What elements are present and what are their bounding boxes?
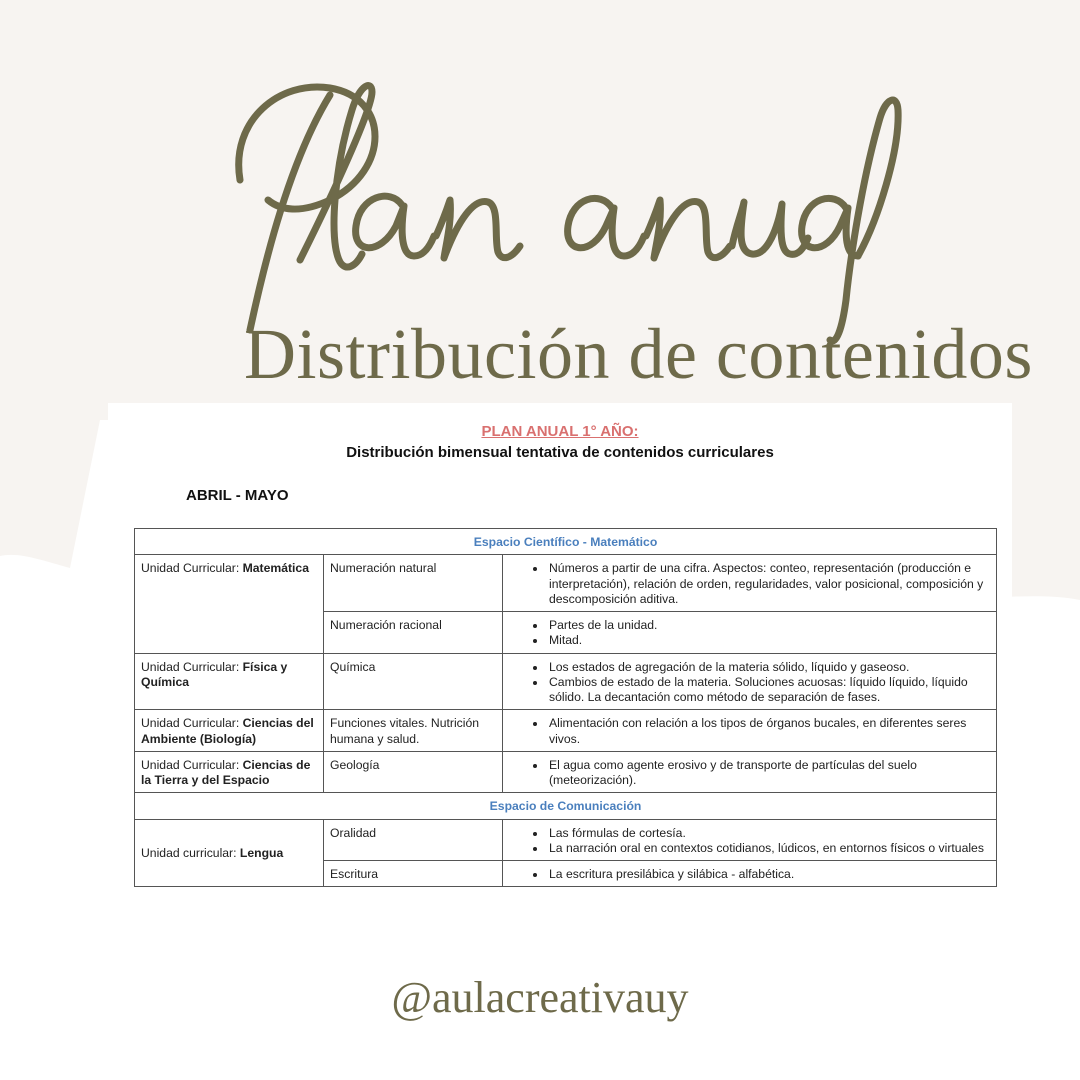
content-item: • Las fórmulas de cortesía. — [547, 826, 990, 841]
unit-prefix: Unidad Curricular: — [141, 659, 240, 674]
section-row — [135, 793, 997, 819]
content-cell — [503, 612, 997, 654]
unit-name: Ciencias del Ambiente (Biología) — [141, 716, 314, 746]
content-item: • Números a partir de una cifra. Aspectos: conteo, representación (producción e interpretación), relación de orden, regularidades, valor posicional, composición y descomposición aditiva. — [547, 561, 990, 607]
curriculum-table — [134, 528, 997, 887]
social-handle: @aulacreativauy — [391, 973, 689, 1022]
unit-prefix: Unidad Curricular: — [141, 716, 240, 731]
content-item: • Cambios de estado de la materia. Soluciones acuosas: líquido líquido, líquido sólido. La decantación como método de separación de fases. — [547, 675, 990, 706]
unit-name: Matemática — [242, 561, 309, 576]
unit-prefix: Unidad Curricular: — [141, 561, 240, 576]
content-item: • Alimentación con relación a los tipos de órganos bucales, en diferentes seres vivos. — [547, 716, 990, 747]
content-item: • El agua como agente erosivo y de transporte de partículas del suelo (meteorización). — [547, 758, 990, 789]
table-row — [135, 653, 997, 710]
topic-cell: Química — [324, 653, 503, 710]
content-cell — [503, 710, 997, 752]
content-cell — [503, 555, 997, 612]
document-heading: PLAN ANUAL 1° AÑO: — [481, 423, 639, 440]
topic-cell: Numeración natural — [324, 555, 503, 612]
table-row — [135, 710, 997, 752]
table-row — [135, 555, 997, 612]
topic-cell: Numeración racional — [324, 612, 503, 654]
unit-prefix: Unidad curricular: — [141, 846, 237, 861]
table-row — [135, 819, 997, 861]
content-item: • La escritura presilábica y silábica - alfabética. — [547, 867, 990, 882]
topic-cell: Oralidad — [324, 819, 503, 861]
content-item: • La narración oral en contextos cotidianos, lúdicos, en entornos físicos o virtuales — [547, 841, 990, 856]
unit-cell — [135, 653, 324, 710]
period-label: ABRIL - MAYO — [186, 487, 289, 504]
unit-name: Lengua — [239, 846, 284, 861]
section-title: Espacio Científico - Matemático — [135, 529, 997, 555]
document-subheading: Distribución bimensual tentativa de contenidos curriculares — [346, 444, 774, 461]
content-cell — [503, 819, 997, 861]
content-cell — [503, 653, 997, 710]
table-row — [135, 751, 997, 793]
section-row — [135, 529, 997, 555]
unit-cell — [135, 555, 324, 653]
unit-prefix: Unidad Curricular: — [141, 757, 240, 772]
topic-cell: Funciones vitales. Nutrición humana y salud. — [324, 710, 503, 752]
content-cell — [503, 861, 997, 887]
unit-cell — [135, 710, 324, 752]
topic-cell: Escritura — [324, 861, 503, 887]
content-cell — [503, 751, 997, 793]
unit-cell — [135, 751, 324, 793]
subtitle: Distribución de contenidos — [244, 314, 1033, 394]
unit-name: Física y Química — [141, 659, 288, 689]
document-screenshot — [108, 403, 1012, 920]
section-title: Espacio de Comunicación — [135, 793, 997, 819]
content-item: • Partes de la unidad. — [547, 618, 990, 633]
topic-cell: Geología — [324, 751, 503, 793]
unit-name: Ciencias de la Tierra y del Espacio — [141, 757, 311, 787]
content-item: • Mitad. — [547, 633, 990, 648]
content-item: • Los estados de agregación de la materia sólido, líquido y gaseoso. — [547, 660, 990, 675]
unit-cell — [135, 819, 324, 887]
